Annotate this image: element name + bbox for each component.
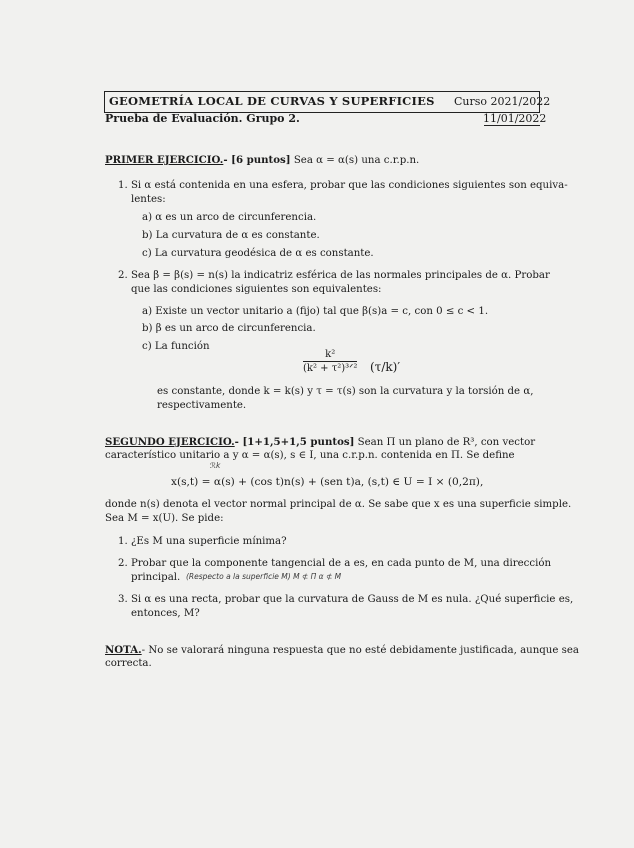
first-exercise-heading: [105, 154, 419, 166]
first-item2-after1: es constante, donde k = k(s) y τ = τ(s) son la curvatura y la torsión de α,: [157, 386, 534, 397]
note-line1: [105, 644, 579, 656]
tau-over-k-derivative: (τ/k)′: [370, 360, 401, 374]
first-exercise-points: - [6 puntos]: [223, 154, 291, 166]
second-exercise-intro1: Sean Π un plano de R³, con vector: [357, 437, 536, 448]
exam-title: GEOMETRÍA LOCAL DE CURVAS Y SUPERFICIES: [109, 94, 435, 108]
first-item1-a: a) α es un arco de circunferencia.: [142, 212, 317, 223]
second-exercise-heading: [105, 436, 535, 448]
second-q2-line1: 2. Probar que la componente tangencial de a es, en cada punto de M, una dirección: [118, 558, 552, 569]
first-item2-c: c) La función: [142, 341, 210, 352]
first-exercise-label: PRIMER EJERCICIO.: [105, 154, 224, 166]
note-label: NOTA.: [105, 644, 142, 656]
note-text1: - No se valorará ninguna respuesta que no esté debidamente justificada, aunque sea: [141, 645, 579, 656]
course-year: Curso 2021/2022: [454, 95, 551, 108]
second-exercise-intro2: característico unitario a y α = α(s), s ∈ I, una c.r.p.n. contenida en Π. Se define: [105, 450, 515, 461]
fraction-denominator: (k² + τ²)³ᐟ²: [303, 363, 358, 374]
fraction-numerator: k²: [303, 349, 357, 362]
first-item1-b: b) La curvatura de α es constante.: [142, 230, 320, 241]
handwritten-note: (Respecto a la superficie M) M ⊄ Π α ⊄ M: [186, 572, 342, 581]
date-underline: [484, 125, 540, 126]
first-item1-c: c) La curvatura geodésica de α es constante.: [142, 248, 374, 259]
first-exercise-intro: Sea α = α(s) una c.r.p.n.: [293, 155, 420, 166]
first-item1-line2: lentes:: [131, 194, 166, 205]
first-item2-a: a) Existe un vector unitario a (fijo) tal que β(s)a = c, con 0 ≤ c < 1.: [142, 306, 489, 317]
exam-date: 11/01/2022: [483, 112, 547, 125]
function-fraction: [303, 349, 357, 374]
exam-subtitle: Prueba de Evaluación. Grupo 2.: [105, 112, 300, 125]
first-item2-b: b) β es un arco de circunferencia.: [142, 323, 316, 334]
first-item2-line2: que las condiciones siguientes son equivalentes:: [131, 284, 382, 295]
note-line2: correcta.: [105, 658, 152, 669]
first-item2-after2: respectivamente.: [157, 400, 247, 411]
second-after1: donde n(s) denota el vector normal principal de α. Se sabe que x es una superficie simple.: [105, 499, 572, 510]
second-after2: Sea M = x(U). Se pide:: [105, 513, 224, 524]
second-q2-line2: principal.: [131, 572, 181, 583]
first-item2-line1: 2. Sea β = β(s) = n(s) la indicatriz esférica de las normales principales de α. Probar: [118, 270, 550, 281]
second-q3-line2: entonces, M?: [131, 608, 200, 619]
handwritten-note-small: ℛk: [210, 461, 221, 470]
second-exercise-label: SEGUNDO EJERCICIO.: [105, 436, 235, 448]
first-item1-line1: 1. Si α está contenida en una esfera, probar que las condiciones siguientes son equiva-: [118, 180, 568, 191]
second-q1: 1. ¿Es M una superficie mínima?: [118, 536, 287, 547]
surface-parametrization: x(s,t) = α(s) + (cos t)n(s) + (sen t)a, (s,t) ∈ U = I × (0,2π),: [171, 476, 484, 488]
second-exercise-points: - [1+1,5+1,5 puntos]: [234, 436, 355, 448]
second-q3-line1: 3. Si α es una recta, probar que la curvatura de Gauss de M es nula. ¿Qué superficie es,: [118, 594, 574, 605]
